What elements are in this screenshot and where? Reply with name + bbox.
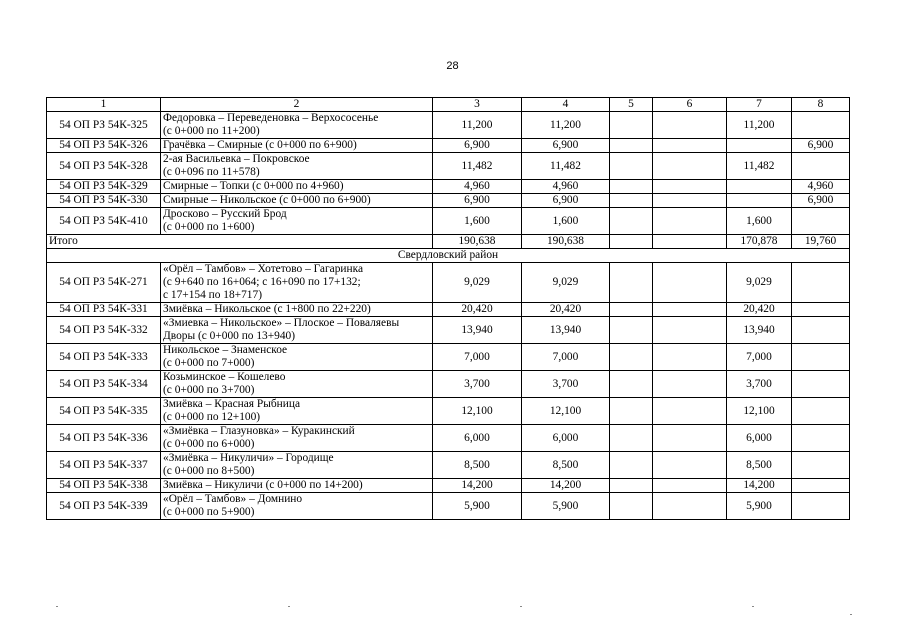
value-cell <box>610 317 653 344</box>
value-cell: 1,600 <box>727 208 792 235</box>
road-description <box>161 425 433 452</box>
value-cell <box>792 263 850 303</box>
value-cell <box>610 263 653 303</box>
page-number: 28 <box>446 60 459 72</box>
header-cell: 2 <box>161 98 433 112</box>
road-description <box>161 398 433 425</box>
value-cell: 5,900 <box>522 493 610 520</box>
value-cell: 1,600 <box>522 208 610 235</box>
description-line: Дросково – Русский Брод <box>163 208 287 220</box>
value-cell: 9,029 <box>522 263 610 303</box>
description-line: (с 0+000 по 3+700) <box>163 384 255 396</box>
value-cell: 13,940 <box>522 317 610 344</box>
value-cell: 6,900 <box>433 139 522 153</box>
value-cell: 13,940 <box>433 317 522 344</box>
road-description <box>161 153 433 180</box>
table-row <box>47 112 850 139</box>
value-cell <box>792 344 850 371</box>
value-cell: 11,482 <box>727 153 792 180</box>
road-code: 54 ОП РЗ 54К-271 <box>47 263 161 303</box>
road-code: 54 ОП РЗ 54К-334 <box>47 371 161 398</box>
value-cell <box>610 371 653 398</box>
header-cell: 3 <box>433 98 522 112</box>
description-line: (с 0+000 по 11+200) <box>163 125 260 137</box>
description-line: Смирные – Никольское (с 0+000 по 6+900) <box>163 194 371 206</box>
value-cell <box>610 153 653 180</box>
table-body <box>47 98 850 520</box>
value-cell <box>653 235 727 249</box>
value-cell <box>610 479 653 493</box>
value-cell: 14,200 <box>727 479 792 493</box>
description-line: Федоровка – Переведеновка – Верхососенье <box>163 112 379 124</box>
description-line: (с 0+000 по 6+000) <box>163 438 255 450</box>
description-line: Козьминское – Кошелево <box>163 371 286 383</box>
section-row <box>47 249 850 263</box>
value-cell <box>792 371 850 398</box>
value-cell <box>653 180 727 194</box>
section-title: Свердловский район <box>47 249 850 263</box>
value-cell <box>792 317 850 344</box>
value-cell <box>792 493 850 520</box>
value-cell <box>653 303 727 317</box>
road-code: 54 ОП РЗ 54К-335 <box>47 398 161 425</box>
value-cell: 190,638 <box>433 235 522 249</box>
road-code: 54 ОП РЗ 54К-337 <box>47 452 161 479</box>
value-cell <box>610 208 653 235</box>
value-cell: 20,420 <box>522 303 610 317</box>
value-cell <box>610 139 653 153</box>
road-code: 54 ОП РЗ 54К-333 <box>47 344 161 371</box>
value-cell: 5,900 <box>433 493 522 520</box>
header-cell: 8 <box>792 98 850 112</box>
speck <box>520 606 522 607</box>
value-cell <box>653 371 727 398</box>
value-cell <box>792 303 850 317</box>
value-cell: 6,900 <box>792 194 850 208</box>
table-row <box>47 317 850 344</box>
value-cell: 20,420 <box>727 303 792 317</box>
table-row <box>47 139 850 153</box>
description-line: (с 0+096 по 11+578) <box>163 166 260 178</box>
description-line: (с 0+000 по 12+100) <box>163 411 261 423</box>
value-cell: 19,760 <box>792 235 850 249</box>
table-row <box>47 208 850 235</box>
value-cell: 1,600 <box>433 208 522 235</box>
value-cell: 4,960 <box>522 180 610 194</box>
value-cell: 3,700 <box>727 371 792 398</box>
value-cell <box>792 452 850 479</box>
value-cell: 8,500 <box>433 452 522 479</box>
road-code: 54 ОП РЗ 54К-332 <box>47 317 161 344</box>
value-cell <box>727 194 792 208</box>
value-cell <box>610 493 653 520</box>
value-cell <box>653 153 727 180</box>
road-description <box>161 263 433 303</box>
value-cell <box>727 180 792 194</box>
value-cell <box>653 317 727 344</box>
value-cell <box>792 479 850 493</box>
table-row <box>47 371 850 398</box>
description-line: Змиёвка – Никуличи (с 0+000 по 14+200) <box>163 479 363 491</box>
header-row <box>47 98 850 112</box>
value-cell <box>653 112 727 139</box>
road-description <box>161 452 433 479</box>
description-line: (с 0+000 по 8+500) <box>163 465 255 477</box>
value-cell: 6,000 <box>522 425 610 452</box>
description-line: (с 0+000 по 5+900) <box>163 506 255 518</box>
value-cell <box>653 344 727 371</box>
description-line: Змиёвка – Никольское (с 1+800 по 22+220) <box>163 303 371 315</box>
table-row <box>47 493 850 520</box>
description-line: Змиёвка – Красная Рыбница <box>163 398 301 410</box>
value-cell: 8,500 <box>522 452 610 479</box>
road-code: 54 ОП РЗ 54К-326 <box>47 139 161 153</box>
value-cell <box>610 425 653 452</box>
value-cell <box>610 180 653 194</box>
road-code: 54 ОП РЗ 54К-331 <box>47 303 161 317</box>
description-line: (с 0+000 по 7+000) <box>163 357 255 369</box>
roads-table <box>46 97 850 520</box>
value-cell: 7,000 <box>727 344 792 371</box>
road-description <box>161 303 433 317</box>
description-line: с 17+154 по 18+717) <box>163 289 262 301</box>
value-cell: 4,960 <box>433 180 522 194</box>
value-cell: 11,200 <box>727 112 792 139</box>
value-cell <box>727 139 792 153</box>
value-cell: 12,100 <box>522 398 610 425</box>
road-description <box>161 194 433 208</box>
value-cell: 6,000 <box>433 425 522 452</box>
speck <box>752 606 754 607</box>
header-cell: 7 <box>727 98 792 112</box>
header-cell: 4 <box>522 98 610 112</box>
road-description <box>161 180 433 194</box>
value-cell <box>610 303 653 317</box>
value-cell: 7,000 <box>433 344 522 371</box>
total-label: Итого <box>47 235 433 249</box>
value-cell <box>792 208 850 235</box>
value-cell: 14,200 <box>433 479 522 493</box>
description-line: (с 9+640 по 16+064; с 16+090 по 17+132; <box>163 276 361 288</box>
description-line: «Змиёвка – Глазуновка» – Куракинский <box>163 425 355 437</box>
value-cell: 11,482 <box>433 153 522 180</box>
value-cell: 20,420 <box>433 303 522 317</box>
table-row <box>47 303 850 317</box>
value-cell <box>610 398 653 425</box>
road-description <box>161 371 433 398</box>
value-cell <box>610 235 653 249</box>
road-description <box>161 139 433 153</box>
description-line: «Змиевка – Никольское» – Плоское – Поваляевы <box>163 317 400 329</box>
value-cell: 7,000 <box>522 344 610 371</box>
table-row <box>47 479 850 493</box>
value-cell <box>653 194 727 208</box>
value-cell <box>610 452 653 479</box>
value-cell: 6,900 <box>522 194 610 208</box>
road-description <box>161 208 433 235</box>
header-cell: 1 <box>47 98 161 112</box>
table-row <box>47 398 850 425</box>
value-cell: 11,200 <box>522 112 610 139</box>
value-cell: 3,700 <box>522 371 610 398</box>
table-row <box>47 425 850 452</box>
description-line: «Орёл – Тамбов» – Хотетово – Гагаринка <box>163 263 364 275</box>
description-line: 2-ая Васильевка – Покровское <box>163 153 310 165</box>
value-cell <box>653 139 727 153</box>
header-cell: 5 <box>610 98 653 112</box>
value-cell <box>792 112 850 139</box>
road-code: 54 ОП РЗ 54К-325 <box>47 112 161 139</box>
table-row <box>47 194 850 208</box>
road-description <box>161 344 433 371</box>
value-cell: 170,878 <box>727 235 792 249</box>
value-cell: 8,500 <box>727 452 792 479</box>
road-code: 54 ОП РЗ 54К-339 <box>47 493 161 520</box>
speck <box>288 606 290 607</box>
value-cell: 14,200 <box>522 479 610 493</box>
description-line: Грачёвка – Смирные (с 0+000 по 6+900) <box>163 139 357 151</box>
value-cell <box>653 208 727 235</box>
value-cell: 9,029 <box>727 263 792 303</box>
value-cell <box>610 344 653 371</box>
header-cell: 6 <box>653 98 727 112</box>
value-cell <box>610 194 653 208</box>
value-cell <box>792 425 850 452</box>
table-row <box>47 180 850 194</box>
table-row <box>47 452 850 479</box>
value-cell: 6,900 <box>792 139 850 153</box>
value-cell: 6,900 <box>522 139 610 153</box>
road-description <box>161 493 433 520</box>
scan-specks <box>0 600 905 620</box>
value-cell: 6,000 <box>727 425 792 452</box>
table-row <box>47 153 850 180</box>
value-cell: 4,960 <box>792 180 850 194</box>
road-description <box>161 317 433 344</box>
value-cell <box>653 398 727 425</box>
road-code: 54 ОП РЗ 54К-410 <box>47 208 161 235</box>
speck <box>56 606 58 607</box>
table-row <box>47 263 850 303</box>
description-line: «Орёл – Тамбов» – Домнино <box>163 493 303 505</box>
road-code: 54 ОП РЗ 54К-329 <box>47 180 161 194</box>
value-cell <box>792 153 850 180</box>
value-cell: 13,940 <box>727 317 792 344</box>
value-cell: 3,700 <box>433 371 522 398</box>
description-line: Смирные – Топки (с 0+000 по 4+960) <box>163 180 344 192</box>
value-cell <box>610 112 653 139</box>
value-cell <box>653 263 727 303</box>
value-cell: 5,900 <box>727 493 792 520</box>
total-row <box>47 235 850 249</box>
value-cell: 9,029 <box>433 263 522 303</box>
table-row <box>47 344 850 371</box>
value-cell: 11,482 <box>522 153 610 180</box>
road-code: 54 ОП РЗ 54К-338 <box>47 479 161 493</box>
road-code: 54 ОП РЗ 54К-328 <box>47 153 161 180</box>
value-cell <box>653 493 727 520</box>
description-line: «Змиёвка – Никуличи» – Городище <box>163 452 334 464</box>
road-code: 54 ОП РЗ 54К-336 <box>47 425 161 452</box>
value-cell: 6,900 <box>433 194 522 208</box>
description-line: (с 0+000 по 1+600) <box>163 221 255 233</box>
value-cell: 11,200 <box>433 112 522 139</box>
value-cell: 190,638 <box>522 235 610 249</box>
value-cell <box>653 452 727 479</box>
description-line: Никольское – Знаменское <box>163 344 288 356</box>
description-line: Дворы (с 0+000 по 13+940) <box>163 330 296 342</box>
value-cell <box>653 479 727 493</box>
value-cell: 12,100 <box>727 398 792 425</box>
value-cell: 12,100 <box>433 398 522 425</box>
road-code: 54 ОП РЗ 54К-330 <box>47 194 161 208</box>
road-description <box>161 112 433 139</box>
speck <box>850 614 852 615</box>
road-description <box>161 479 433 493</box>
value-cell <box>792 398 850 425</box>
value-cell <box>653 425 727 452</box>
